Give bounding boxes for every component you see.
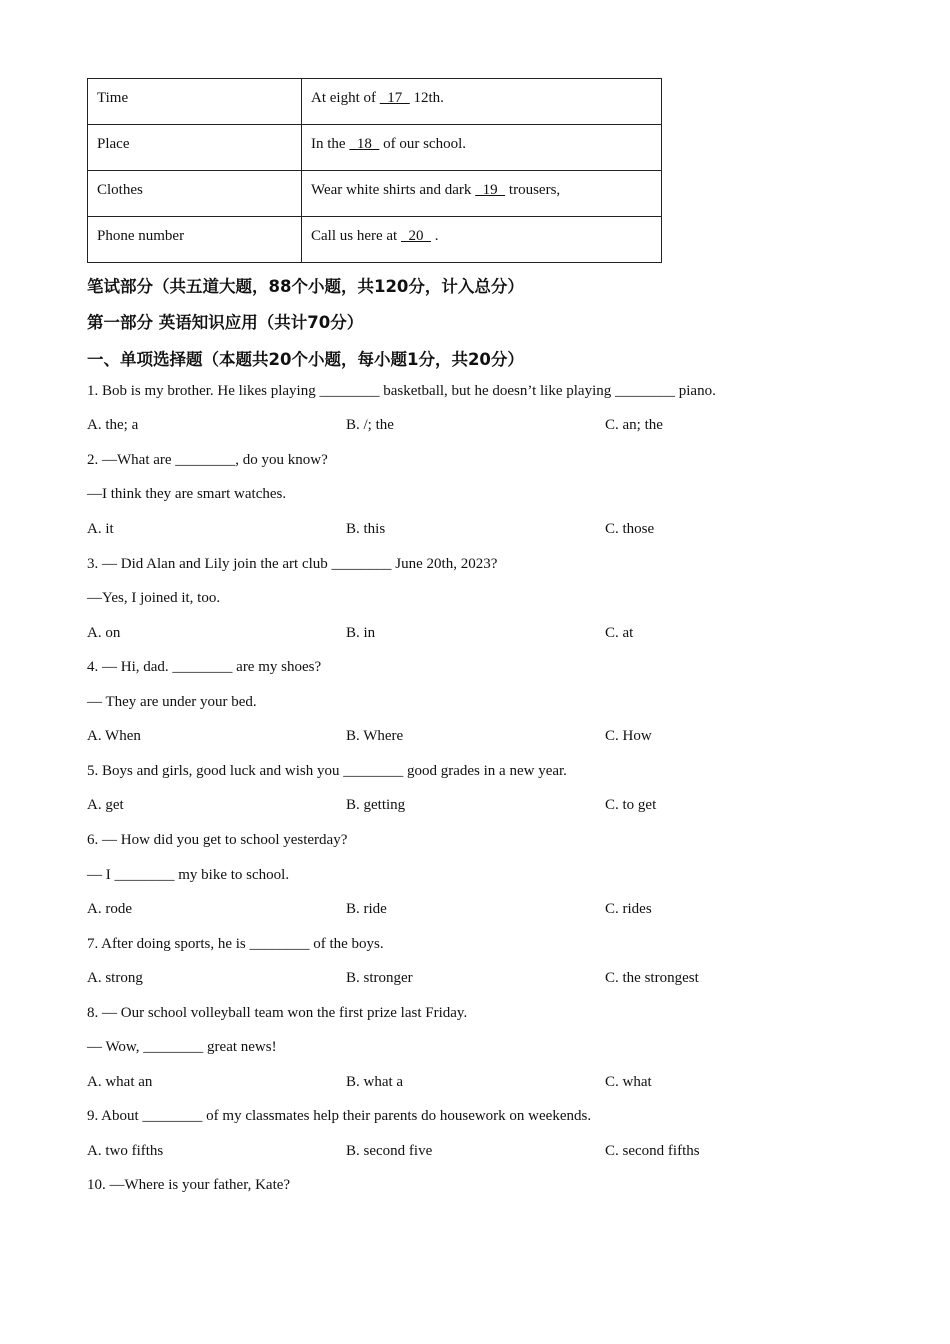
question-3-option-a: A. on: [87, 625, 121, 641]
question-4-option-b: B. Where: [346, 728, 404, 744]
info-table: [87, 78, 662, 263]
section1-heading: 一、单项选择题（本题共20个小题，每小题1分，共20分）: [87, 350, 524, 369]
question-1-option-b: B. /; the: [346, 417, 394, 433]
row-value: Call us here at 20 .: [302, 217, 662, 263]
question-8-option-c: C. what: [605, 1074, 652, 1090]
written-part-heading: 笔试部分（共五道大题，88个小题，共120分，计入总分）: [87, 277, 524, 296]
question-8-stem: 8. — Our school volleyball team won the first prize last Friday.: [87, 1005, 468, 1021]
question-2-option-c: C. those: [605, 521, 655, 537]
row-value: In the 18 of our school.: [302, 125, 662, 171]
answer-blank: 19: [475, 182, 506, 198]
question-2-reply: —I think they are smart watches.: [87, 486, 287, 502]
row-label: Place: [88, 125, 302, 171]
table-row: [88, 125, 662, 171]
question-5-option-a: A. get: [87, 797, 124, 813]
question-6-option-b: B. ride: [346, 901, 387, 917]
question-10-stem: 10. —Where is your father, Kate?: [87, 1177, 291, 1193]
row-label: Clothes: [88, 171, 302, 217]
question-3-option-b: B. in: [346, 625, 376, 641]
question-9-stem: 9. About ________ of my classmates help their parents do housework on weekends.: [87, 1108, 592, 1124]
question-7-stem: 7. After doing sports, he is ________ of the boys.: [87, 936, 384, 952]
question-3-stem: 3. — Did Alan and Lily join the art club ________ June 20th, 2023?: [87, 556, 498, 572]
question-2-stem: 2. —What are ________, do you know?: [87, 452, 328, 468]
table-row: [88, 217, 662, 263]
answer-blank: 20: [400, 228, 431, 244]
part1-heading: 第一部分 英语知识应用（共计70分）: [87, 313, 364, 332]
question-8-option-a: A. what an: [87, 1074, 153, 1090]
question-1-option-c: C. an; the: [605, 417, 663, 433]
question-9-option-c: C. second fifths: [605, 1143, 700, 1159]
question-6-option-a: A. rode: [87, 901, 132, 917]
row-label: Time: [88, 79, 302, 125]
row-label: Phone number: [88, 217, 302, 263]
question-3-option-c: C. at: [605, 625, 634, 641]
question-9-option-a: A. two fifths: [87, 1143, 164, 1159]
question-6-reply: — I ________ my bike to school.: [87, 867, 290, 883]
answer-blank: 18: [349, 136, 380, 152]
question-2-option-a: A. it: [87, 521, 114, 537]
question-7-option-b: B. stronger: [346, 970, 413, 986]
question-8-option-b: B. what a: [346, 1074, 404, 1090]
question-8-reply: — Wow, ________ great news!: [87, 1039, 277, 1055]
question-6-stem: 6. — How did you get to school yesterday?: [87, 832, 348, 848]
question-4-stem: 4. — Hi, dad. ________ are my shoes?: [87, 659, 322, 675]
table-row: [88, 79, 662, 125]
question-5-stem: 5. Boys and girls, good luck and wish you ________ good grades in a new year.: [87, 763, 567, 779]
question-3-reply: —Yes, I joined it, too.: [87, 590, 221, 606]
row-value: At eight of 17 12th.: [302, 79, 662, 125]
table-row: [88, 171, 662, 217]
question-4-option-a: A. When: [87, 728, 141, 744]
question-4-reply: — They are under your bed.: [87, 694, 257, 710]
question-2-option-b: B. this: [346, 521, 386, 537]
question-7-option-c: C. the strongest: [605, 970, 699, 986]
question-1-stem: 1. Bob is my brother. He likes playing ________ basketball, but he doesn’t like playing ________ piano.: [87, 383, 716, 399]
question-1-option-a: A. the; a: [87, 417, 139, 433]
question-6-option-c: C. rides: [605, 901, 652, 917]
question-7-option-a: A. strong: [87, 970, 143, 986]
question-5-option-c: C. to get: [605, 797, 657, 813]
question-5-option-b: B. getting: [346, 797, 406, 813]
question-9-option-b: B. second five: [346, 1143, 433, 1159]
question-4-option-c: C. How: [605, 728, 652, 744]
row-value: Wear white shirts and dark 19 trousers,: [302, 171, 662, 217]
answer-blank: 17: [379, 90, 410, 106]
